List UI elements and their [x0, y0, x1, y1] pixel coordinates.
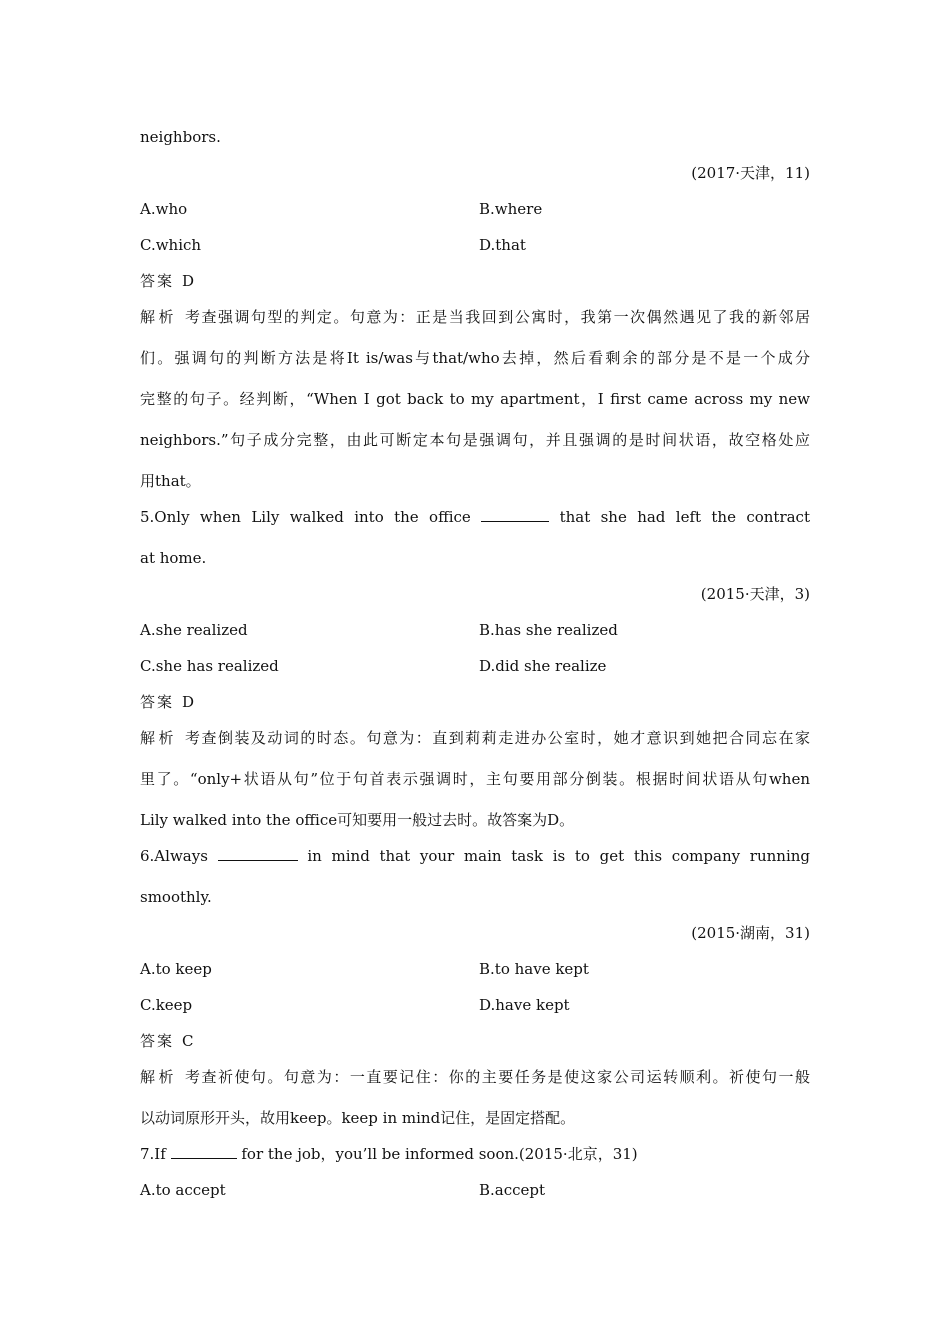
- answer-blank: [481, 507, 549, 522]
- q4-analysis-line-1: 解析 考查强调句型的判定。句意为：正是当我回到公寓时，我第一次偶然遇见了我的新邻居: [140, 308, 810, 326]
- q4-analysis-line-2: 们。强调句的判断方法是将It is/was与that/who去掉，然后看剩余的部分是不是一个成分: [140, 349, 810, 367]
- q4-source: (2017·天津，11): [691, 164, 810, 182]
- q5-stem-line-2: at home.: [140, 549, 207, 567]
- q5-stem-line-1: 5.Only when Lily walked into the office that she had left the contract: [140, 508, 810, 526]
- q7-option-b: B.accept: [479, 1181, 546, 1199]
- q4-analysis-line-5: 用that。: [140, 472, 201, 490]
- q4-analysis-line-4: neighbors.”句子成分完整，由此可断定本句是强调句，并且强调的是时间状语，故空格处应: [140, 431, 810, 449]
- q4-option-b: B.where: [479, 200, 543, 218]
- q5-source: (2015·天津，3): [700, 585, 810, 603]
- q4-stem-tail: neighbors.: [140, 128, 221, 146]
- q5-answer: [140, 692, 810, 712]
- answer-value: D: [182, 693, 195, 711]
- q4-option-c: C.which: [140, 236, 202, 254]
- q4-analysis-line-3: 完整的句子。经判断，“When I got back to my apartment，I first came across my new: [140, 390, 810, 408]
- q5-option-d: D.did she realize: [479, 657, 607, 675]
- answer-label: 答案: [140, 1032, 175, 1050]
- q6-analysis-line-1: 解析 考查祈使句。句意为：一直要记住：你的主要任务是使这家公司运转顺利。祈使句一般: [140, 1068, 810, 1086]
- q6-source: (2015·湖南，31): [691, 924, 810, 942]
- analysis-label: 解析: [140, 1068, 177, 1086]
- q6-option-d: D.have kept: [479, 996, 570, 1014]
- q6-option-c: C.keep: [140, 996, 193, 1014]
- answer-value: C: [182, 1032, 194, 1050]
- q4-option-d: D.that: [479, 236, 526, 254]
- q4-answer: [140, 271, 810, 291]
- analysis-label: 解析: [140, 729, 177, 747]
- q5-option-c: C.she has realized: [140, 657, 279, 675]
- q7-option-a: A.to accept: [140, 1181, 226, 1199]
- q5-analysis-line-3: Lily walked into the office可知要用一般过去时。故答案为D。: [140, 811, 575, 829]
- analysis-label: 解析: [140, 308, 177, 326]
- answer-blank: [218, 846, 298, 861]
- q6-option-b: B.to have kept: [479, 960, 589, 978]
- q5-analysis-line-1: 解析 考查倒装及动词的时态。句意为：直到莉莉走进办公室时，她才意识到她把合同忘在家: [140, 729, 810, 747]
- q4-option-a: A.who: [140, 200, 188, 218]
- q5-option-b: B.has she realized: [479, 621, 618, 639]
- q6-analysis-line-2: 以动词原形开头，故用keep。keep in mind记住，是固定搭配。: [140, 1109, 576, 1127]
- answer-label: 答案: [140, 693, 175, 711]
- answer-label: 答案: [140, 272, 175, 290]
- q6-stem-line-2: smoothly.: [140, 888, 212, 906]
- q6-stem-line-1: 6.Always in mind that your main task is to get this company running: [140, 847, 811, 865]
- answer-value: D: [182, 272, 195, 290]
- q5-analysis-line-2: 里了。“only+状语从句”位于句首表示强调时，主句要用部分倒装。根据时间状语从句when: [140, 770, 810, 788]
- answer-blank: [171, 1144, 237, 1159]
- q6-answer: [140, 1031, 810, 1051]
- q7-stem: 7.If for the job，you’ll be informed soon.(2015·北京，31): [140, 1145, 638, 1163]
- q6-option-a: A.to keep: [140, 960, 212, 978]
- q5-option-a: A.she realized: [140, 621, 248, 639]
